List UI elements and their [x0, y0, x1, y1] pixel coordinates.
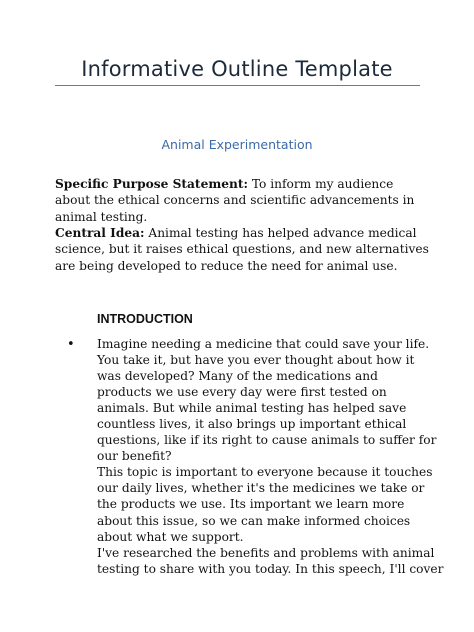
purpose-text: To inform my audience — [251, 177, 394, 191]
central-idea-text: Animal testing has helped advance medical — [148, 226, 417, 240]
intro-line: the products we use. Its important we learn more — [97, 497, 405, 512]
intro-line: I've researched the benefits and problems with animal — [97, 545, 435, 560]
intro-line: our benefit? — [97, 449, 172, 464]
intro-line: You take it, but have you ever thought about how it — [97, 353, 415, 368]
document-title: Informative Outline Template — [81, 57, 393, 81]
intro-line: products we use every day were first tested on — [97, 385, 387, 400]
purpose-label: Specific Purpose Statement: — [55, 177, 248, 191]
central-idea-line-2: science, but it raises ethical questions, and new alternatives — [55, 242, 429, 257]
central-idea-line-1 — [55, 225, 415, 241]
purpose-line-3: animal testing. — [55, 209, 148, 224]
intro-line: about this issue, so we can make informed choices — [97, 513, 411, 528]
title-underline — [55, 85, 420, 86]
central-idea — [55, 225, 429, 274]
intro-line: This topic is important to everyone because it touches — [97, 465, 433, 480]
intro-line: questions, like if its right to cause animals to suffer for — [97, 433, 437, 448]
intro-line: Imagine needing a medicine that could save your life. — [97, 337, 430, 351]
central-idea-label: Central Idea: — [55, 226, 145, 240]
introduction-heading: INTRODUCTION — [97, 312, 193, 326]
bullet-icon: • — [67, 337, 75, 352]
intro-line: about what we support. — [97, 529, 244, 544]
document-subtitle: Animal Experimentation — [161, 137, 313, 152]
central-idea-line-3: are being developed to reduce the need for animal use. — [55, 258, 398, 273]
intro-line: testing to share with you today. In this speech, I'll cover — [97, 561, 444, 576]
intro-line: countless lives, it also brings up important ethical — [97, 417, 407, 432]
introduction-body — [97, 336, 444, 577]
purpose-line-1 — [55, 176, 415, 192]
purpose-line-2: about the ethical concerns and scientific advancements in — [55, 193, 415, 208]
purpose-statement — [55, 176, 415, 225]
intro-line: animals. But while animal testing has helped save — [97, 401, 407, 416]
intro-line: our daily lives, whether it's the medicines we take or — [97, 481, 425, 496]
intro-line: was developed? Many of the medications and — [97, 369, 378, 384]
